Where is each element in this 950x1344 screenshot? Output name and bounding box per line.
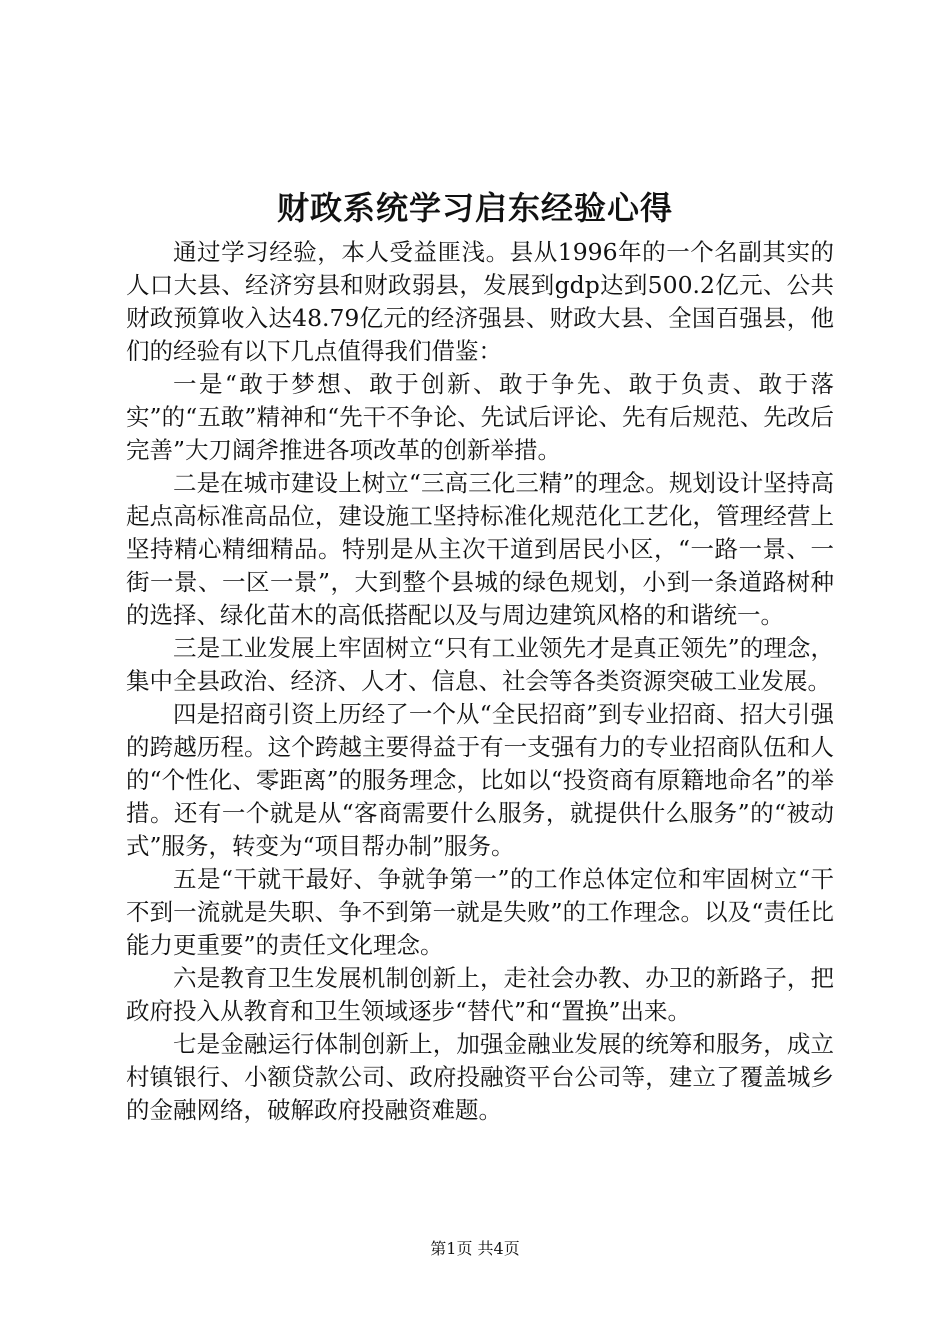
paragraph-point-5: 五是“干就干最好、争就争第一”的工作总体定位和牢固树立“干不到一流就是失职、争不到第一就是失败”的工作理念。以及“责任比能力更重要”的责任文化理念。	[126, 865, 834, 959]
paragraph-point-7: 七是金融运行体制创新上，加强金融业发展的统筹和服务，成立村镇银行、小额贷款公司、政府投融资平台公司等，建立了覆盖城乡的金融网络，破解政府投融资难题。	[126, 1030, 834, 1124]
paragraph-point-1: 一是“敢于梦想、敢于创新、敢于争先、敢于负责、敢于落实”的“五敢”精神和“先干不争论、先试后评论、先有后规范、先改后完善”大刀阔斧推进各项改革的创新举措。	[126, 370, 834, 464]
document-title: 财政系统学习启东经验心得	[276, 189, 673, 227]
paragraph-point-6: 六是教育卫生发展机制创新上，走社会办教、办卫的新路子，把政府投入从教育和卫生领域逐步“替代”和“置换”出来。	[126, 964, 834, 1025]
document-body	[126, 236, 834, 1127]
paragraph-point-3: 三是工业发展上牢固树立“只有工业领先才是真正领先”的理念，集中全县政治、经济、人才、信息、社会等各类资源突破工业发展。	[126, 634, 834, 695]
paragraph-point-4: 四是招商引资上历经了一个从“全民招商”到专业招商、招大引强的跨越历程。这个跨越主要得益于有一支强有力的专业招商队伍和人的“个性化、零距离”的服务理念，比如以“投资商有原籍地命名”的举措。还有一个就是从“客商需要什么服务，就提供什么服务”的“被动式”服务，转变为“项目帮办制”服务。	[126, 700, 834, 860]
paragraph-point-2: 二是在城市建设上树立“三高三化三精”的理念。规划设计坚持高起点高标准高品位，建设施工坚持标准化规范化工艺化，管理经营上坚持精心精细精品。特别是从主次干道到居民小区，“一路一景、一街一景、一区一景”，大到整个县城的绿色规划，小到一条道路树种的选择、绿化苗木的高低搭配以及与周边建筑风格的和谐统一。	[126, 469, 834, 629]
paragraph-intro: 通过学习经验，本人受益匪浅。县从1996年的一个名副其实的人口大县、经济穷县和财政弱县，发展到gdp达到500.2亿元、公共财政预算收入达48.79亿元的经济强县、财政大县、全国百强县，他们的经验有以下几点值得我们借鉴：	[126, 238, 834, 365]
page-number-footer: 第1页 共4页	[430, 1239, 520, 1258]
